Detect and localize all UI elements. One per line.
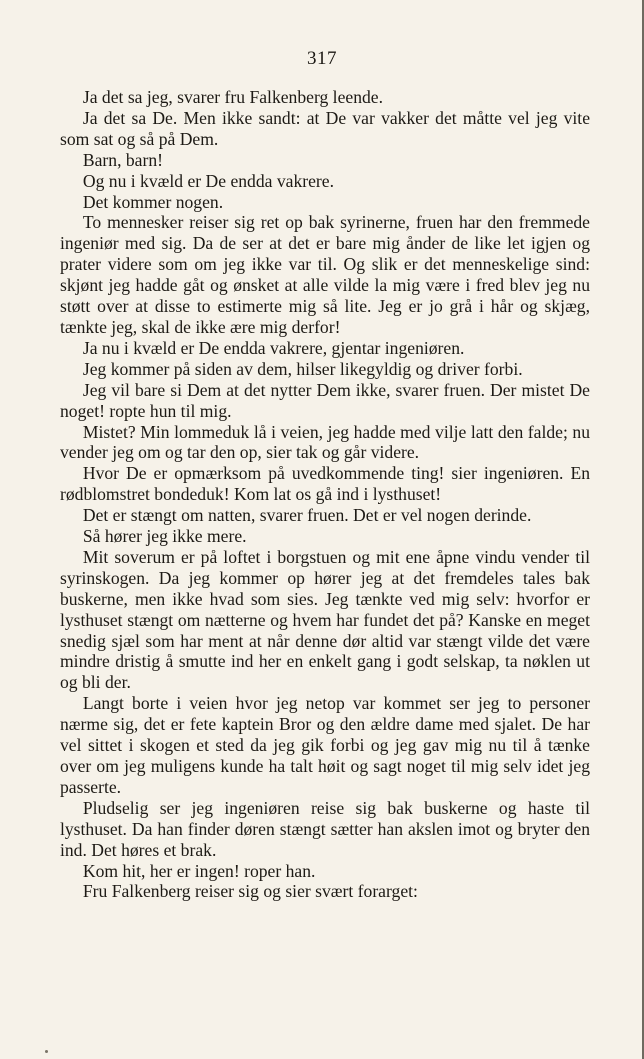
paragraph: Jeg kommer på siden av dem, hilser likegyldig og driver forbi. [82,358,523,379]
paragraph: Mistet? Min lommeduk lå i veien, jeg hadde med vilje latt den falde; nu vender jeg om og tar den op, sier tak og går videre. [60,421,590,463]
paragraph: Kom hit, her er ingen! roper han. [82,860,316,881]
body-text [60,87,590,902]
paragraph: Jeg vil bare si Dem at det nytter Dem ikke, svarer fruen. Der mistet De noget! ropte hun til mig. [60,379,590,421]
print-speck [45,1050,48,1053]
paragraph: Langt borte i veien hvor jeg netop var kommet ser jeg to personer nærme sig, det er fete kaptein Bror og den ældre dame med sjalet. De har vel sittet i skogen et sted da jeg gik forbi og jeg gav mig nu til å tænke over om jeg muligens kunde ha talt høit og sagt noget til mig selv idet jeg passerte. [60,693,590,797]
paragraph: Pludselig ser jeg ingeniøren reise sig bak buskerne og haste til lysthuset. Da han finder døren stængt sætter han akslen imot og bryter den ind. Det høres et brak. [60,797,590,860]
paragraph: Det er stængt om natten, svarer fruen. Det er vel nogen derinde. [82,505,532,526]
paragraph: Barn, barn! [82,149,163,170]
paragraph: Det kommer nogen. [82,191,224,212]
paragraph: Så hører jeg ikke mere. [82,526,247,547]
paragraph: Hvor De er opmærksom på uvedkommende ting! sier ingeniøren. En rødblomstret bondeduk! Kom lat os gå ind i lysthuset! [60,463,590,505]
paragraph: Fru Falkenberg reiser sig og sier svært forarget: [82,881,418,902]
paragraph: Og nu i kvæld er De endda vakrere. [82,170,334,191]
page-number: 317 [307,48,337,69]
paragraph: Mit soverum er på loftet i borgstuen og mit ene åpne vindu vender til syrinskogen. Da jeg kommer op hører jeg at det fremdeles tales bak buskerne, men ikke hvad som sies. Jeg tænkte ved mig selv: hvorfor er lysthuset stængt om nætterne og hvem har fundet det på? Kanske en meget snedig sjæl som har ment at når denne dør altid var stængt vilde det være mindre dristig å smutte ind her en enkelt gang i godt selskap, ta nøklen ut og bli der. [60,546,590,693]
paragraph: Ja det sa De. Men ikke sandt: at De var vakker det måtte vel jeg vite som sat og så på Dem. [60,107,590,149]
paragraph: Ja det sa jeg, svarer fru Falkenberg leende. [82,87,383,107]
paragraph: To mennesker reiser sig ret op bak syrinerne, fruen har den fremmede ingeniør med sig. Da de ser at det er bare mig ånder de like let igjen og prater videre som om jeg ikke var til. Og slik er det menneskelige sind: skjønt jeg hadde gåt og ønsket at alle vilde la mig være i fred blev jeg nu støtt over at disse to estimerte mig så lite. Jeg er jo grå i hår og skjæg, tænkte jeg, skal de ikke ære mig derfor! [60,212,590,337]
paragraph: Ja nu i kvæld er De endda vakrere, gjentar ingeniøren. [82,337,465,358]
